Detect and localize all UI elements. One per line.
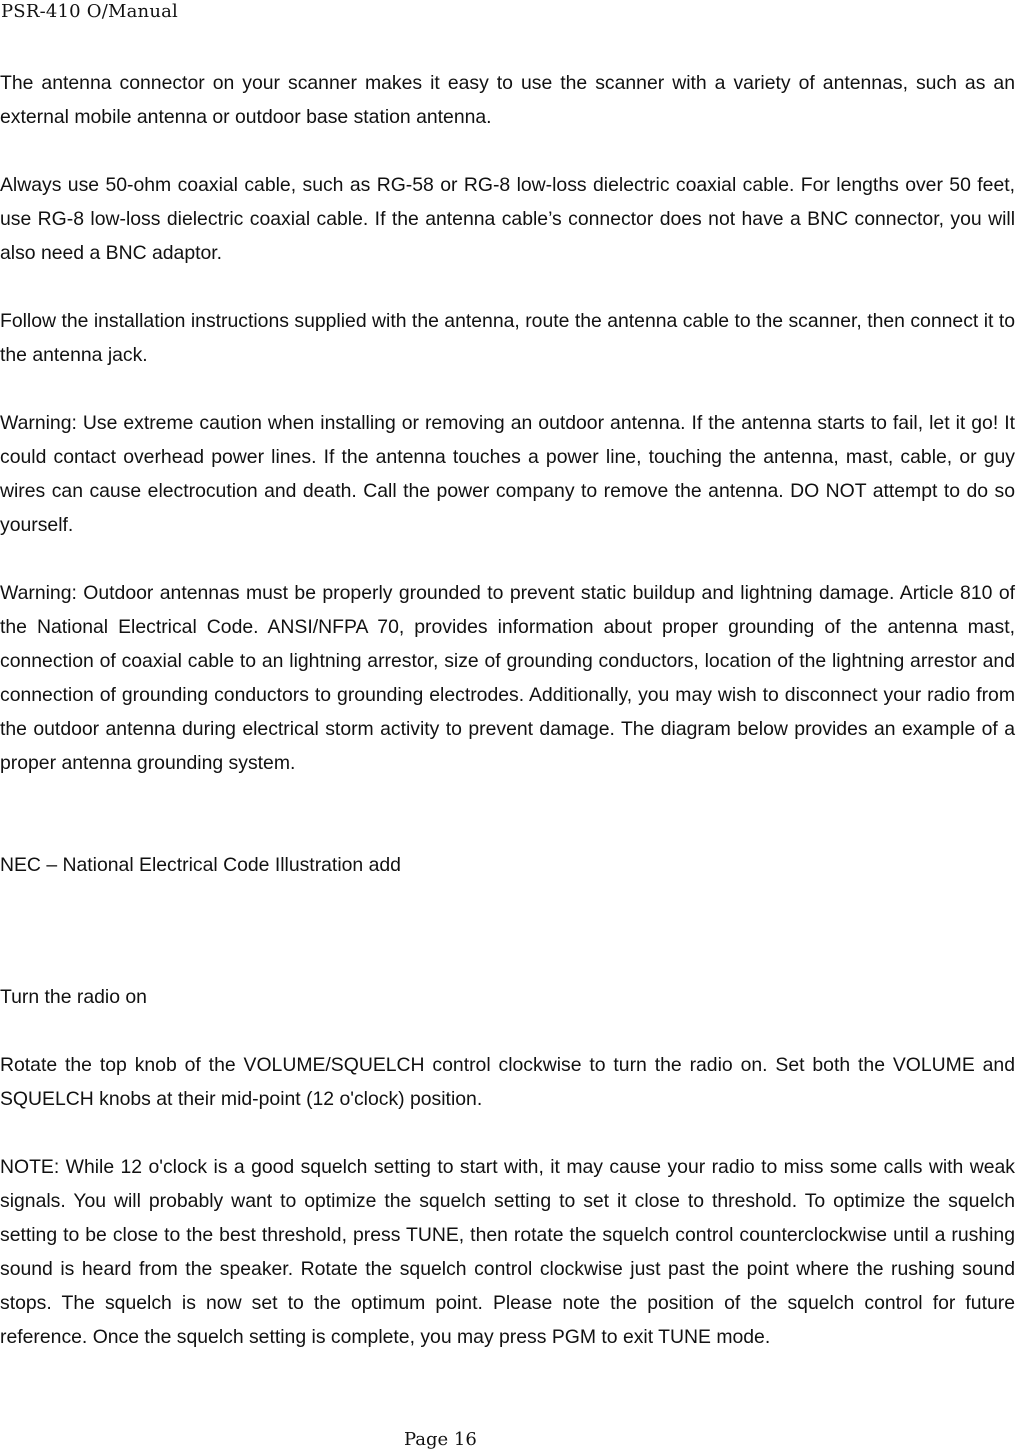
page-number: Page 16 (404, 1429, 477, 1450)
document-header: PSR-410 O/Manual (1, 1, 179, 22)
paragraph-volume-squelch: Rotate the top knob of the VOLUME/SQUELCH control clockwise to turn the radio on. Set both the VOLUME and SQUELCH knobs at their mid-point (12 o'clock) position. (0, 1054, 1015, 1110)
paragraph-antenna-connector: The antenna connector on your scanner makes it easy to use the scanner with a variety of antennas, such as an external mobile antenna or outdoor base station antenna. (0, 72, 1015, 128)
paragraph-warning-power-lines: Warning: Use extreme caution when installing or removing an outdoor antenna. If the antenna starts to fail, let it go! It could contact overhead power lines. If the antenna touches a power line, touching the antenna, mast, cable, or guy wires can cause electrocution and death. Call the power company to remove the antenna. DO NOT attempt to do so yourself. (0, 412, 1015, 536)
paragraph-squelch-note: NOTE: While 12 o'clock is a good squelch setting to start with, it may cause your radio to miss some calls with weak signals. You will probably want to optimize the squelch setting to set it close to threshold. To optimize the squelch setting to be close to the best threshold, press TUNE, then rotate the squelch control counterclockwise until a rushing sound is heard from the speaker. Rotate the squelch control clockwise just past the point where the rushing sound stops. The squelch is now set to the optimum point. Please note the position of the squelch control for future reference. Once the squelch setting is complete, you may press PGM to exit TUNE mode. (0, 1156, 1015, 1348)
paragraph-warning-grounding: Warning: Outdoor antennas must be properly grounded to prevent static buildup and lightning damage. Article 810 of the National Electrical Code. ANSI/NFPA 70, provides information about proper grounding of the antenna mast, connection of coaxial cable to an lightning arrestor, size of grounding conductors, location of the lightning arrestor and connection of grounding conductors to grounding electrodes. Additionally, you may wish to disconnect your radio from the outdoor antenna during electrical storm activity to prevent damage. The diagram below provides an example of a proper antenna grounding system. (0, 582, 1015, 774)
illustration-placeholder: NEC – National Electrical Code Illustration add (0, 854, 401, 876)
page-body (0, 66, 1015, 1388)
paragraph-installation: Follow the installation instructions supplied with the antenna, route the antenna cable to the scanner, then connect it to the antenna jack. (0, 310, 1015, 366)
paragraph-coaxial-cable: Always use 50-ohm coaxial cable, such as RG-58 or RG-8 low-loss dielectric coaxial cable. For lengths over 50 feet, use RG-8 low-loss dielectric coaxial cable. If the antenna cable’s connector does not have a BNC connector, you will also need a BNC adaptor. (0, 174, 1015, 264)
section-heading-turn-radio-on: Turn the radio on (0, 986, 147, 1008)
